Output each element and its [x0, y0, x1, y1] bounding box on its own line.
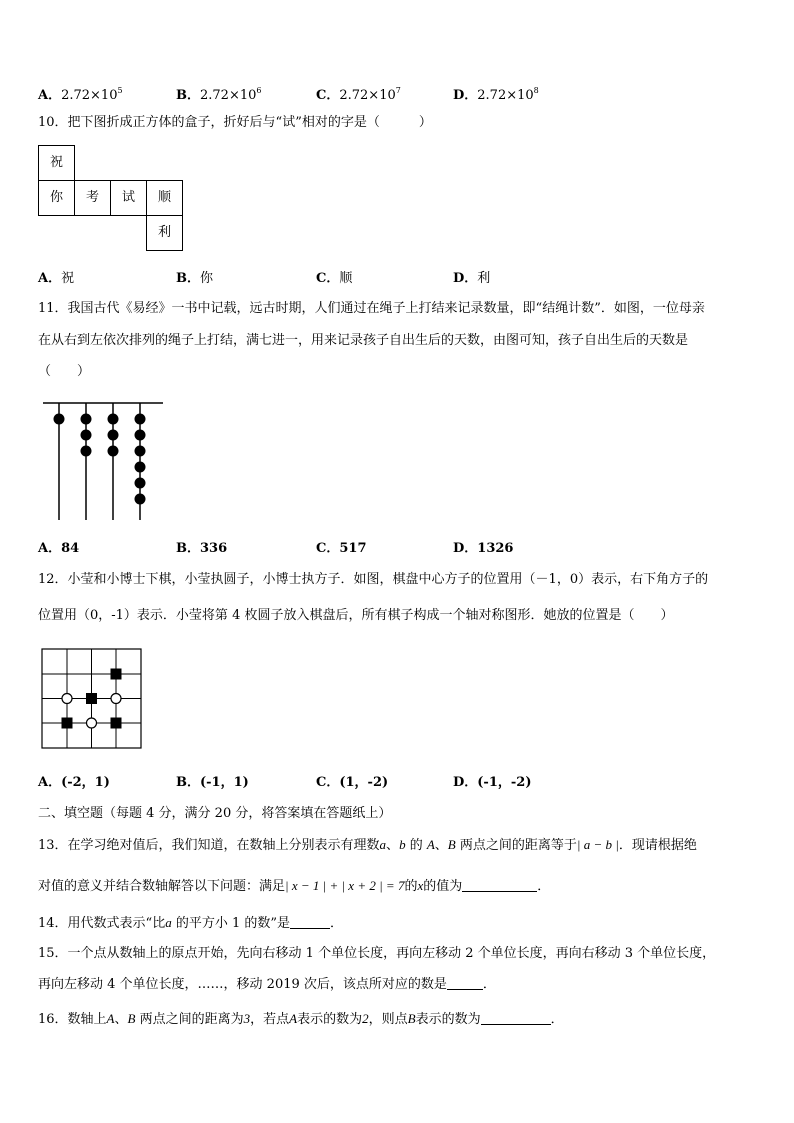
answer-blank[interactable] — [462, 878, 537, 892]
knot — [108, 430, 119, 441]
q12-option-a: A．(-2，1) — [38, 775, 110, 790]
q10-stem: 10．把下图折成正方体的盒子，折好后与“试”相对的字是（ ） — [38, 115, 432, 130]
q15-line2: 再向左移动 4 个单位长度，……，移动 2019 次后，该点所对应的数是 ． — [38, 977, 496, 992]
knot — [135, 430, 146, 441]
round-piece — [111, 694, 121, 704]
square-piece — [111, 669, 122, 680]
q10-option-c: C．顺 — [316, 271, 353, 286]
q11-option-b: B．336 — [176, 541, 228, 556]
q16-line: 16．数轴上A、B 两点之间的距离为3，若点A表示的数为2，则点B表示的数为 ． — [38, 1011, 564, 1027]
knot — [135, 478, 146, 489]
knot — [135, 446, 146, 457]
knot — [135, 462, 146, 473]
knot — [108, 446, 119, 457]
q9-option-a: A．$2.72\times 10^5$ — [38, 86, 123, 103]
chessboard-figure — [41, 648, 143, 750]
q15-line1: 15．一个点从数轴上的原点开始，先向右移动 1 个单位长度，再向左移动 2 个单位长度，再向右移动 3 个单位长度， — [38, 946, 716, 961]
q9-option-b: B．$2.72\times 10^6$ — [176, 86, 262, 103]
knot — [108, 414, 119, 425]
q9-option-d: D．$2.72\times 10^8$ — [453, 86, 539, 103]
q10-option-d: D．利 — [453, 271, 491, 286]
q9-option-c: C．$2.72\times 10^7$ — [316, 86, 401, 103]
net-cell-2: 你 — [38, 180, 75, 216]
round-piece — [62, 694, 72, 704]
q13-line2: 对值的意义并结合数轴解答以下问题：满足| x − 1 | + | x + 2 | = 7的x的值为 ． — [38, 878, 551, 894]
q11-option-d: D．1326 — [453, 541, 514, 556]
square-piece — [111, 718, 122, 729]
net-cell-3: 考 — [74, 180, 111, 216]
net-cell-6: 利 — [146, 215, 183, 251]
knot — [81, 430, 92, 441]
square-piece — [62, 718, 73, 729]
knot — [81, 414, 92, 425]
net-cell-5: 顺 — [146, 180, 183, 216]
knot — [54, 414, 65, 425]
knot-rope-figure — [38, 396, 168, 524]
square-piece — [86, 693, 97, 704]
q11-stem-line2: 在从右到左依次排列的绳子上打结，满七进一，用来记录孩子自出生后的天数，由图可知，孩子自出生后的天数是 — [38, 333, 689, 348]
net-cell-4: 试 — [110, 180, 147, 216]
net-cell-1: 祝 — [38, 145, 75, 181]
q12-option-d: D．(-1，-2) — [453, 775, 532, 790]
q12-option-b: B．(-1，1) — [176, 775, 249, 790]
q10-option-a: A．祝 — [38, 271, 75, 286]
knot — [135, 494, 146, 505]
q10-option-b: B．你 — [176, 271, 214, 286]
q11-option-a: A．84 — [38, 541, 80, 556]
answer-blank[interactable] — [447, 976, 483, 990]
q11-stem-line3: （ ） — [38, 364, 91, 379]
knot — [135, 414, 146, 425]
round-piece — [87, 718, 97, 728]
q11-option-c: C．517 — [316, 541, 367, 556]
q12-option-c: C．(1，-2) — [316, 775, 389, 790]
q12-stem-line2: 位置用（0，-1）表示．小莹将第 4 枚圆子放入棋盘后，所有棋子构成一个轴对称图形．她放的位置是（ ） — [38, 608, 674, 623]
q14-line: 14．用代数式表示“比a 的平方小 1 的数”是 ． — [38, 915, 344, 931]
q12-stem-line1: 12．小莹和小博士下棋，小莹执圆子，小博士执方子．如图，棋盘中心方子的位置用（－1，0）表示，右下角方子的 — [38, 572, 709, 587]
knot — [81, 446, 92, 457]
q13-line1: 13．在学习绝对值后，我们知道，在数轴上分别表示有理数a、b 的 A、B 两点之间的距离等于| a − b |．现请根据绝 — [38, 837, 697, 853]
answer-blank[interactable] — [481, 1011, 551, 1025]
answer-blank[interactable] — [290, 915, 330, 929]
section-heading: 二、填空题（每题 4 分，满分 20 分，将答案填在答题纸上） — [38, 806, 392, 821]
q11-stem-line1: 11．我国古代《易经》一书中记载，远古时期，人们通过在绳子上打结来记录数量，即“结绳计数”．如图，一位母亲 — [38, 301, 705, 316]
